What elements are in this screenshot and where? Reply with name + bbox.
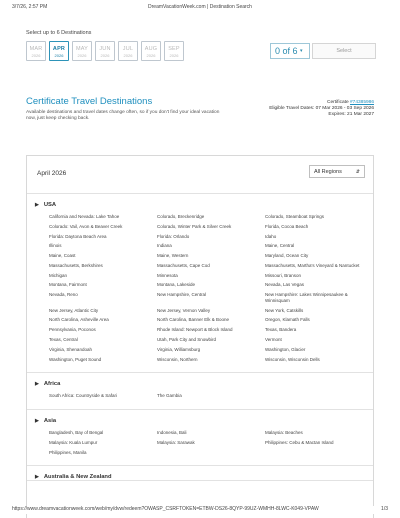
destination-item[interactable]: Colorado, Breckenridge — [157, 214, 205, 219]
certificate-label: Certificate — [327, 100, 349, 105]
destination-grid — [35, 393, 373, 409]
print-header — [12, 4, 388, 14]
region-name: Asia — [43, 418, 57, 425]
month-tile-year: 2026 — [100, 53, 110, 58]
month-tile-year: 2026 — [77, 53, 87, 58]
destination-item[interactable]: Colorado, Winter Park & Silver Creek — [157, 223, 232, 229]
region-name: Australia & New Zealand — [43, 474, 112, 481]
caret-right-icon: ▶ — [35, 381, 39, 388]
destination-item[interactable]: Michigan — [49, 272, 68, 278]
caret-right-icon: ▶ — [35, 418, 39, 425]
month-tile[interactable] — [141, 41, 161, 61]
destination-item[interactable]: Maine, Coast — [49, 253, 76, 259]
month-tile[interactable] — [49, 41, 69, 61]
destination-item[interactable]: Maine, Central — [265, 243, 295, 249]
destination-item[interactable]: Philippines, Manila — [49, 449, 87, 455]
month-tile-month: SEP — [168, 46, 180, 52]
month-tile[interactable] — [72, 41, 92, 61]
certificate-number-link[interactable]: #74385986 — [349, 100, 374, 105]
caret-right-icon: ▶ — [35, 474, 39, 481]
destination-item[interactable]: Indonesia, Bali — [157, 430, 187, 436]
select-button[interactable]: Select — [312, 43, 376, 59]
destination-item[interactable]: Minnesota — [157, 272, 178, 278]
destination-item[interactable]: Texas, Central — [49, 336, 78, 342]
month-tile[interactable] — [95, 41, 115, 61]
month-tile-month: MAY — [75, 46, 89, 52]
destination-item[interactable]: Malaysia: Sarawak — [157, 439, 195, 445]
destination-item[interactable]: Florida: Orlando — [157, 233, 190, 239]
destination-item[interactable]: Massachusetts, Berkshires — [49, 262, 103, 268]
destination-item[interactable]: Florida: Daytona Beach Area — [49, 233, 107, 239]
destination-item[interactable]: Colorado: Vail, Avon & Beaver Creek — [49, 223, 123, 229]
destination-item[interactable]: Utah, Park City and Snowbird — [157, 336, 217, 342]
region-section — [27, 410, 373, 466]
destination-item[interactable]: Texas, Bandera — [265, 327, 297, 333]
region-section — [27, 194, 373, 373]
destination-item[interactable]: New Hampshire: Lakes Winnipesaukee & Winnisquam — [265, 292, 348, 303]
destination-item[interactable]: Nevada, Las Vegas — [265, 282, 305, 288]
destination-item[interactable]: Idaho — [265, 233, 277, 239]
region-list — [27, 194, 373, 481]
destination-item[interactable]: The Gambia — [157, 393, 182, 399]
destination-item[interactable]: Indiana — [157, 243, 172, 249]
region-toggle[interactable] — [35, 418, 373, 424]
destination-item[interactable]: Vermont — [265, 336, 282, 342]
page-title: Certificate Travel Destinations — [26, 96, 153, 107]
certificate-info — [269, 100, 374, 118]
month-picker — [26, 41, 184, 63]
month-tile-year: 2026 — [123, 53, 133, 58]
selection-count-dropdown[interactable] — [270, 43, 310, 59]
eligible-dates: Eligible Travel Dates: 07 Mar 2026 - 03 Sep 2026 — [269, 106, 374, 111]
destination-item[interactable]: New Jersey, Atlantic City — [49, 307, 99, 313]
destination-item[interactable]: Oregon, Klamath Falls — [265, 317, 310, 323]
month-tile[interactable] — [26, 41, 46, 61]
print-url: https://www.dreamvacationweek.com/web/my/dvw/redeem?OWASP_CSRFTOKEN=ETBW-DS26-8QYP-99UZ-WMHH-8LWC-K049-VPAW — [12, 506, 319, 512]
month-tile-month: AUG — [144, 46, 158, 52]
month-tile-month: JUN — [99, 46, 111, 52]
destination-item[interactable]: Rhode Island: Newport & Block Island — [157, 327, 233, 333]
region-toggle[interactable] — [35, 474, 373, 480]
destination-item[interactable]: North Carolina, Banner Elk & Boone — [157, 317, 230, 323]
month-tile-year: 2026 — [146, 53, 156, 58]
destination-item[interactable]: Bangladesh, Bay of Bengal — [49, 430, 104, 436]
page-subtitle: Available destinations and travel dates change often, so if you don't find your ideal vacation now, just keep checking back. — [26, 110, 220, 122]
region-section — [27, 373, 373, 410]
destination-item[interactable]: Massachusetts, Cape Cod — [157, 262, 210, 268]
destinations-panel — [26, 155, 374, 518]
destination-item[interactable]: California and Nevada: Lake Tahoe — [49, 214, 120, 219]
region-section — [27, 466, 373, 481]
destination-item[interactable]: Montana, Lakeside — [157, 282, 196, 288]
month-tile-year: 2026 — [31, 53, 41, 58]
month-tile[interactable] — [118, 41, 138, 61]
destination-item[interactable]: Florida, Cocoa Beach — [265, 223, 309, 229]
print-footer — [12, 506, 388, 514]
selection-count: 0 of 6 — [275, 46, 298, 56]
region-filter-value: All Regions — [314, 169, 342, 175]
destination-item[interactable]: Missouri, Branson — [265, 272, 302, 278]
destination-item[interactable]: Malaysia: Beaches — [265, 430, 303, 436]
destination-item[interactable]: Massachusetts, Martha's Vineyard & Nantucket — [265, 262, 360, 268]
region-name: USA — [43, 202, 57, 208]
panel-header — [27, 156, 373, 194]
destination-item[interactable]: Wisconsin, Wisconsin Dells — [265, 356, 320, 362]
destination-grid — [35, 430, 373, 465]
print-page-number: 1/3 — [381, 506, 388, 512]
destination-item[interactable]: New Jersey, Vernon Valley — [157, 307, 211, 313]
region-name: Africa — [43, 381, 61, 388]
month-tile-year: 2026 — [54, 53, 64, 58]
month-tile-year: 2026 — [169, 53, 179, 58]
destination-item[interactable]: New York, Catskills — [265, 307, 304, 313]
destination-item[interactable]: Maine, Western — [157, 253, 189, 259]
panel-month-title: April 2026 — [37, 170, 67, 177]
chevron-down-icon: ▾ — [300, 48, 303, 55]
destination-item[interactable]: Virginia, Shenandoah — [49, 346, 92, 352]
region-toggle[interactable] — [35, 381, 373, 387]
month-tile[interactable] — [164, 41, 184, 61]
destination-grid — [35, 214, 373, 372]
region-toggle[interactable] — [35, 202, 373, 208]
destination-item[interactable]: Colorado, Steamboat Springs — [265, 214, 325, 219]
caret-right-icon: ▶ — [35, 202, 39, 208]
chevron-updown-icon: ⇵ — [355, 169, 360, 175]
region-filter-select[interactable] — [309, 165, 365, 178]
destination-item[interactable]: Maryland, Ocean City — [265, 253, 309, 259]
destination-item[interactable]: Washington, Puget Sound — [49, 356, 102, 362]
month-tile-month: APR — [52, 46, 66, 52]
destination-item[interactable]: Wisconsin, Northern — [157, 356, 198, 362]
destination-item[interactable]: Philippines: Cebu & Mactan Island — [265, 439, 334, 445]
destination-item[interactable]: New Hampshire, Central — [157, 292, 207, 298]
month-tile-month: JUL — [122, 46, 134, 52]
destination-item[interactable]: Virginia, Williamsburg — [157, 346, 201, 352]
month-tile-month: MAR — [29, 46, 43, 52]
destination-item[interactable]: North Carolina, Asheville Area — [49, 317, 109, 323]
print-datetime: 3/7/26, 2:57 PM — [12, 4, 48, 10]
expiry-date: Expires: 21 Mar 2027 — [328, 112, 374, 117]
month-picker-label: Select up to 6 Destinations — [26, 30, 92, 36]
print-page-title: DreamVacationWeek.com | Destination Search — [148, 4, 252, 10]
destination-item[interactable]: Washington, Glacier — [265, 346, 306, 352]
destination-item[interactable]: Pennsylvania, Poconos — [49, 327, 96, 333]
destination-item[interactable]: Nevada, Reno — [49, 292, 78, 298]
destination-item[interactable]: Montana, Fairmont — [49, 282, 87, 288]
destination-item[interactable]: Malaysia: Kuala Lumpur — [49, 439, 98, 445]
destination-item[interactable]: South Africa: Countryside & Safari — [49, 393, 118, 399]
destination-item[interactable]: Illinois — [49, 243, 62, 249]
